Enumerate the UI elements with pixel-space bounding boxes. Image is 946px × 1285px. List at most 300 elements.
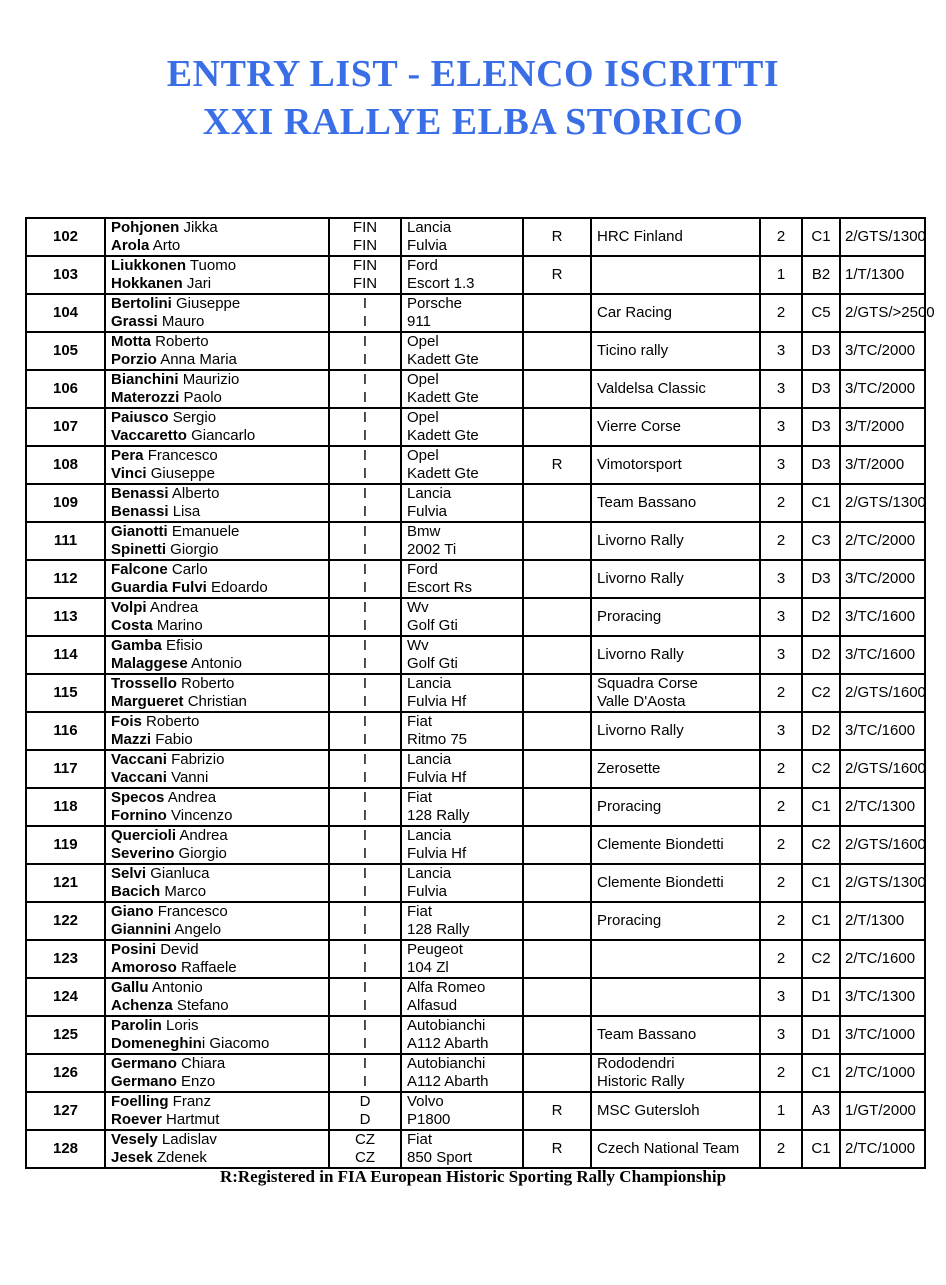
driver-nationality: I xyxy=(362,675,368,692)
car-cell xyxy=(401,446,523,484)
group-cell: 2 xyxy=(760,218,802,256)
driver-nationality: D xyxy=(359,1093,371,1110)
category-cell: 2/TC/1600 xyxy=(840,940,925,978)
car-cell xyxy=(401,370,523,408)
driver-surname: Giano xyxy=(111,903,154,920)
codriver-nationality-line xyxy=(330,579,400,597)
car-model: Fulvia Hf xyxy=(407,693,467,710)
registration-cell: R xyxy=(523,256,591,294)
group-cell: 2 xyxy=(760,522,802,560)
car-model: Fulvia Hf xyxy=(407,769,467,786)
driver-nationality: I xyxy=(362,713,368,730)
group-cell: 2 xyxy=(760,1054,802,1092)
team-line xyxy=(597,342,759,360)
codriver-first-name: Giuseppe xyxy=(150,465,215,482)
driver-first-name: Ladislav xyxy=(161,1131,217,1148)
car-make: Opel xyxy=(407,409,439,426)
car-make: Alfa Romeo xyxy=(407,979,486,996)
codriver-nationality: I xyxy=(362,883,368,900)
team-cell xyxy=(591,408,760,446)
nationality-cell xyxy=(329,1054,401,1092)
codriver-first-name: Mauro xyxy=(161,313,205,330)
driver-name xyxy=(111,865,328,883)
registration-cell xyxy=(523,826,591,864)
car-number: 117 xyxy=(26,750,105,788)
driver-first-name: Francesco xyxy=(157,903,228,920)
team-name: Historic Rally xyxy=(597,1073,685,1090)
group-cell: 2 xyxy=(760,826,802,864)
car-model: A112 Abarth xyxy=(407,1035,489,1052)
table-row xyxy=(26,256,925,294)
codriver-nationality: I xyxy=(362,731,368,748)
codriver-first-name: Giorgio xyxy=(178,845,227,862)
driver-nationality: I xyxy=(362,295,368,312)
car-number: 125 xyxy=(26,1016,105,1054)
codriver-first-name: Hartmut xyxy=(166,1111,220,1128)
driver-nationality: I xyxy=(362,979,368,996)
driver-name xyxy=(111,903,328,921)
car-make-line xyxy=(407,485,522,503)
registration-cell xyxy=(523,902,591,940)
car-cell xyxy=(401,636,523,674)
car-number: 104 xyxy=(26,294,105,332)
registration-cell xyxy=(523,674,591,712)
category-cell: 2/GTS/1600 xyxy=(840,826,925,864)
driver-nationality-line xyxy=(330,1055,400,1073)
team-line xyxy=(597,760,759,778)
car-cell xyxy=(401,902,523,940)
car-model: Escort Rs xyxy=(407,579,473,596)
codriver-name xyxy=(111,237,328,255)
driver-first-name: Andrea xyxy=(149,599,199,616)
car-model: 2002 Ti xyxy=(407,541,457,558)
car-cell xyxy=(401,522,523,560)
codriver-first-name: Giancarlo xyxy=(191,427,256,444)
group-cell: 2 xyxy=(760,294,802,332)
team-cell xyxy=(591,446,760,484)
driver-nationality-line xyxy=(330,789,400,807)
crew-cell xyxy=(105,332,329,370)
driver-nationality: I xyxy=(362,1017,368,1034)
class-cell: C2 xyxy=(802,674,840,712)
category-cell: 2/TC/1000 xyxy=(840,1130,925,1168)
nationality-cell xyxy=(329,788,401,826)
category-cell: 3/TC/2000 xyxy=(840,332,925,370)
car-make: Opel xyxy=(407,447,439,464)
class-cell: D2 xyxy=(802,636,840,674)
nationality-cell xyxy=(329,902,401,940)
driver-surname: Trossello xyxy=(111,675,177,692)
driver-name xyxy=(111,637,328,655)
team-cell xyxy=(591,750,760,788)
entry-list-table xyxy=(25,217,935,1169)
crew-cell xyxy=(105,294,329,332)
car-make-line xyxy=(407,675,522,693)
nationality-cell xyxy=(329,484,401,522)
registration-cell xyxy=(523,788,591,826)
car-model-line xyxy=(407,541,522,559)
codriver-name xyxy=(111,1111,328,1129)
driver-nationality-line xyxy=(330,447,400,465)
car-make-line xyxy=(407,1017,522,1035)
car-number: 123 xyxy=(26,940,105,978)
codriver-name xyxy=(111,959,328,977)
codriver-nationality: D xyxy=(359,1111,371,1128)
codriver-nationality-line xyxy=(330,769,400,787)
nationality-cell xyxy=(329,978,401,1016)
codriver-name xyxy=(111,655,328,673)
team-cell xyxy=(591,1092,760,1130)
class-cell: D1 xyxy=(802,978,840,1016)
codriver-nationality: I xyxy=(362,807,368,824)
car-number: 127 xyxy=(26,1092,105,1130)
car-model: A112 Abarth xyxy=(407,1073,489,1090)
driver-nationality-line xyxy=(330,675,400,693)
codriver-nationality: I xyxy=(362,769,368,786)
car-make: Fiat xyxy=(407,1131,433,1148)
driver-nationality-line xyxy=(330,1093,400,1111)
codriver-name xyxy=(111,313,328,331)
codriver-nationality-line xyxy=(330,503,400,521)
category-cell: 1/T/1300 xyxy=(840,256,925,294)
car-model: 128 Rally xyxy=(407,921,470,938)
registration-cell: R xyxy=(523,1130,591,1168)
crew-cell xyxy=(105,598,329,636)
registration-cell xyxy=(523,408,591,446)
driver-name xyxy=(111,561,328,579)
codriver-name xyxy=(111,389,328,407)
team-cell xyxy=(591,560,760,598)
driver-nationality: I xyxy=(362,865,368,882)
codriver-first-name: Vincenzo xyxy=(171,807,233,824)
table-row xyxy=(26,1016,925,1054)
codriver-surname: Porzio xyxy=(111,351,157,368)
group-cell: 2 xyxy=(760,788,802,826)
car-make-line xyxy=(407,865,522,883)
driver-name xyxy=(111,713,328,731)
crew-cell xyxy=(105,788,329,826)
car-model: Golf Gti xyxy=(407,617,458,634)
car-cell xyxy=(401,826,523,864)
table-row xyxy=(26,560,925,598)
driver-first-name: Alberto xyxy=(171,485,220,502)
car-make-line xyxy=(407,1055,522,1073)
team-line xyxy=(597,798,759,816)
team-line xyxy=(597,418,759,436)
driver-nationality: FIN xyxy=(352,257,378,274)
codriver-name xyxy=(111,769,328,787)
crew-cell xyxy=(105,484,329,522)
table-row xyxy=(26,636,925,674)
car-cell xyxy=(401,560,523,598)
codriver-name xyxy=(111,1035,328,1053)
team-line xyxy=(597,693,759,711)
car-make-line xyxy=(407,333,522,351)
table-row xyxy=(26,598,925,636)
team-name: Team Bassano xyxy=(597,1026,697,1043)
codriver-nationality: I xyxy=(362,921,368,938)
codriver-surname: Domeneghin xyxy=(111,1035,202,1052)
car-model-line xyxy=(407,845,522,863)
team-line xyxy=(597,532,759,550)
codriver-first-name: Christian xyxy=(187,693,247,710)
group-cell: 2 xyxy=(760,864,802,902)
codriver-surname: Benassi xyxy=(111,503,169,520)
car-make-line xyxy=(407,409,522,427)
car-make: Lancia xyxy=(407,751,452,768)
team-name: Clemente Biondetti xyxy=(597,836,724,853)
codriver-nationality-line xyxy=(330,1111,400,1129)
class-cell: D2 xyxy=(802,598,840,636)
page-title-line-2: XXI RALLYE ELBA STORICO xyxy=(202,101,744,143)
table-row xyxy=(26,1130,925,1168)
team-name: Vimotorsport xyxy=(597,456,682,473)
driver-nationality: I xyxy=(362,447,368,464)
class-cell: C1 xyxy=(802,902,840,940)
driver-surname: Pera xyxy=(111,447,144,464)
driver-nationality-line xyxy=(330,333,400,351)
car-number: 128 xyxy=(26,1130,105,1168)
codriver-nationality: I xyxy=(362,503,368,520)
table-row xyxy=(26,484,925,522)
driver-surname: Fois xyxy=(111,713,142,730)
team-name: Proracing xyxy=(597,608,662,625)
car-make: Bmw xyxy=(407,523,441,540)
codriver-surname: Hokkanen xyxy=(111,275,183,292)
car-make-line xyxy=(407,751,522,769)
table-row xyxy=(26,408,925,446)
table-row xyxy=(26,674,925,712)
table-row xyxy=(26,332,925,370)
car-model: 911 xyxy=(407,313,431,330)
car-model-line xyxy=(407,237,522,255)
car-model: Fulvia xyxy=(407,237,448,254)
car-model-line xyxy=(407,275,522,293)
car-make-line xyxy=(407,979,522,997)
driver-surname: Motta xyxy=(111,333,151,350)
car-model: 850 Sport xyxy=(407,1149,473,1166)
driver-nationality: I xyxy=(362,637,368,654)
car-make: Porsche xyxy=(407,295,463,312)
driver-nationality-line xyxy=(330,1131,400,1149)
car-number: 116 xyxy=(26,712,105,750)
codriver-name xyxy=(111,693,328,711)
table-row xyxy=(26,1092,925,1130)
codriver-first-name: Raffaele xyxy=(181,959,237,976)
car-number: 106 xyxy=(26,370,105,408)
team-line xyxy=(597,836,759,854)
driver-name xyxy=(111,333,328,351)
codriver-nationality: CZ xyxy=(355,1149,375,1166)
codriver-first-name: Arto xyxy=(152,237,181,254)
group-cell: 2 xyxy=(760,1130,802,1168)
crew-cell xyxy=(105,446,329,484)
registration-cell xyxy=(523,522,591,560)
team-name: Livorno Rally xyxy=(597,570,684,587)
crew-cell xyxy=(105,674,329,712)
codriver-surname: Vinci xyxy=(111,465,147,482)
category-cell: 3/TC/1300 xyxy=(840,978,925,1016)
driver-surname: Pohjonen xyxy=(111,219,180,236)
codriver-first-name: Paolo xyxy=(183,389,222,406)
car-number: 126 xyxy=(26,1054,105,1092)
registration-cell xyxy=(523,1016,591,1054)
team-line xyxy=(597,722,759,740)
crew-cell xyxy=(105,408,329,446)
codriver-first-name: Jari xyxy=(186,275,212,292)
codriver-nationality-line xyxy=(330,1035,400,1053)
table-row xyxy=(26,1054,925,1092)
registration-cell xyxy=(523,1054,591,1092)
car-model-line xyxy=(407,503,522,521)
team-line xyxy=(597,304,759,322)
car-make: Lancia xyxy=(407,827,452,844)
car-make: Fiat xyxy=(407,903,433,920)
car-model-line xyxy=(407,1035,522,1053)
group-cell: 2 xyxy=(760,674,802,712)
driver-first-name: Maurizio xyxy=(182,371,240,388)
crew-cell xyxy=(105,522,329,560)
team-line xyxy=(597,1102,759,1120)
codriver-name xyxy=(111,845,328,863)
car-model-line xyxy=(407,769,522,787)
team-line xyxy=(597,874,759,892)
category-cell: 2/T/1300 xyxy=(840,902,925,940)
car-cell xyxy=(401,674,523,712)
driver-first-name: Roberto xyxy=(181,675,235,692)
driver-name xyxy=(111,409,328,427)
driver-nationality-line xyxy=(330,941,400,959)
codriver-name xyxy=(111,883,328,901)
codriver-nationality-line xyxy=(330,1149,400,1167)
group-cell: 3 xyxy=(760,1016,802,1054)
car-make: Autobianchi xyxy=(407,1055,486,1072)
driver-surname: Quercioli xyxy=(111,827,177,844)
nationality-cell xyxy=(329,940,401,978)
car-model: 128 Rally xyxy=(407,807,470,824)
driver-nationality: I xyxy=(362,371,368,388)
team-name: Livorno Rally xyxy=(597,646,684,663)
codriver-first-name: Anna Maria xyxy=(160,351,237,368)
class-cell: D1 xyxy=(802,1016,840,1054)
car-make: Volvo xyxy=(407,1093,444,1110)
category-cell: 2/TC/2000 xyxy=(840,522,925,560)
class-cell: C2 xyxy=(802,940,840,978)
car-make-line xyxy=(407,295,522,313)
codriver-surname: Amoroso xyxy=(111,959,177,976)
class-cell: C1 xyxy=(802,1054,840,1092)
codriver-nationality: I xyxy=(362,465,368,482)
car-number: 113 xyxy=(26,598,105,636)
team-cell xyxy=(591,1054,760,1092)
car-model: Fulvia xyxy=(407,503,448,520)
codriver-name xyxy=(111,731,328,749)
crew-cell xyxy=(105,940,329,978)
car-cell xyxy=(401,256,523,294)
category-cell: 2/GTS/1300 xyxy=(840,864,925,902)
driver-name xyxy=(111,789,328,807)
driver-first-name: Antonio xyxy=(151,979,203,996)
crew-cell xyxy=(105,826,329,864)
car-model-line xyxy=(407,579,522,597)
team-line xyxy=(597,1055,759,1073)
team-name: Clemente Biondetti xyxy=(597,874,724,891)
group-cell: 3 xyxy=(760,560,802,598)
driver-nationality-line xyxy=(330,1017,400,1035)
car-make-line xyxy=(407,827,522,845)
team-line xyxy=(597,608,759,626)
category-cell: 1/GT/2000 xyxy=(840,1092,925,1130)
codriver-nationality: I xyxy=(362,617,368,634)
driver-first-name: Franz xyxy=(172,1093,212,1110)
car-model: Kadett Gte xyxy=(407,389,479,406)
codriver-nationality-line xyxy=(330,997,400,1015)
codriver-nationality: I xyxy=(362,541,368,558)
category-cell: 3/TC/1600 xyxy=(840,598,925,636)
codriver-nationality-line xyxy=(330,693,400,711)
car-cell xyxy=(401,1092,523,1130)
car-model-line xyxy=(407,921,522,939)
driver-name xyxy=(111,1055,328,1073)
driver-first-name: Efisio xyxy=(166,637,203,654)
team-line xyxy=(597,912,759,930)
codriver-nationality-line xyxy=(330,655,400,673)
driver-nationality: I xyxy=(362,827,368,844)
car-model-line xyxy=(407,997,522,1015)
driver-surname: Germano xyxy=(111,1055,177,1072)
team-name: Valdelsa Classic xyxy=(597,380,706,397)
car-make: Lancia xyxy=(407,675,452,692)
table-row xyxy=(26,446,925,484)
car-make-line xyxy=(407,447,522,465)
codriver-nationality: I xyxy=(362,997,368,1014)
nationality-cell xyxy=(329,1130,401,1168)
driver-name xyxy=(111,941,328,959)
car-model-line xyxy=(407,1111,522,1129)
crew-cell xyxy=(105,636,329,674)
codriver-nationality-line xyxy=(330,237,400,255)
car-model: 104 Zl xyxy=(407,959,449,976)
driver-surname: Benassi xyxy=(111,485,169,502)
nationality-cell xyxy=(329,712,401,750)
driver-surname: Gianotti xyxy=(111,523,168,540)
category-cell: 3/TC/2000 xyxy=(840,370,925,408)
driver-surname: Posini xyxy=(111,941,157,958)
team-cell xyxy=(591,1016,760,1054)
codriver-name xyxy=(111,1149,328,1167)
group-cell: 3 xyxy=(760,332,802,370)
registration-cell xyxy=(523,636,591,674)
codriver-surname: Fornino xyxy=(111,807,167,824)
car-make-line xyxy=(407,599,522,617)
group-cell: 3 xyxy=(760,446,802,484)
codriver-name xyxy=(111,1073,328,1091)
car-model-line xyxy=(407,883,522,901)
codriver-nationality-line xyxy=(330,731,400,749)
car-model-line xyxy=(407,807,522,825)
page-title-line-1: ENTRY LIST - ELENCO ISCRITTI xyxy=(166,53,780,95)
driver-surname: Liukkonen xyxy=(111,257,187,274)
codriver-nationality-line xyxy=(330,313,400,331)
driver-nationality: CZ xyxy=(355,1131,375,1148)
driver-nationality: I xyxy=(362,561,368,578)
category-cell: 2/GTS/1300 xyxy=(840,218,925,256)
team-name: Valle D'Aosta xyxy=(597,693,686,710)
team-name: Rododendri xyxy=(597,1055,675,1072)
car-model: Fulvia xyxy=(407,883,448,900)
car-model: Alfasud xyxy=(407,997,458,1014)
group-cell: 3 xyxy=(760,636,802,674)
